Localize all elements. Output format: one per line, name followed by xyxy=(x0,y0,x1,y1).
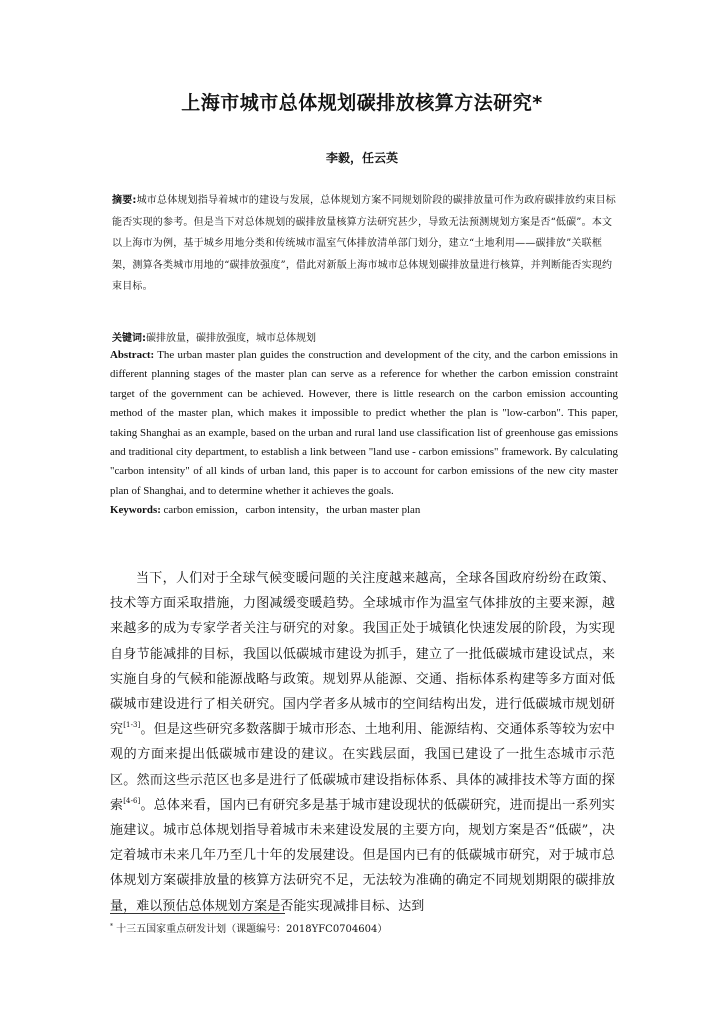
footnote xyxy=(110,920,615,937)
abstract-en-label: Abstract: xyxy=(110,349,155,361)
abstract-cn-label: 摘要: xyxy=(112,195,137,206)
keywords-cn-label: 关键词: xyxy=(112,333,146,344)
body-text-part1: 当下，人们对于全球气候变暖问题的关注度越来越高，全球各国政府纷纷在政策、技术等方面采取措施，力图减缓变暖趋势。全球城市作为温室气体排放的主要来源，越来越多的成为专家学者关注与研究的对象。我国正处于城镇化快速发展的阶段，为实现自身节能减排的目标，我国以低碳城市建设为抓手，建立了一批低碳城市建设试点，来实施自身的气候和能源战略与政策。规划界从能源、交通、指标体系构建等多方面对低碳城市建设进行了相关研究。国内学者多从城市的空间结构出发，进行低碳城市规划研究 xyxy=(110,571,615,738)
keywords-en-label: Keywords: xyxy=(110,504,161,516)
footnote-text: 十三五国家重点研发计划（课题编号：2018YFC0704604） xyxy=(113,924,388,935)
citation-2: [4-6] xyxy=(123,796,141,805)
body-paragraph xyxy=(110,566,615,919)
keywords-en xyxy=(110,501,618,520)
abstract-en-text: The urban master plan guides the construction and development of the city, and the carbon emissions in different planning stages of the master plan can serve as a reference for whether the carbon emission constraint target of the government can be achieved. However, there is little research on the carbon emission accounting method of the master plan, which makes it impossible to predict whether the plan is "low-carbon". This paper, taking Shanghai as an example, based on the urban and rural land use classification list of greenhouse gas emissions and traditional city department, to establish a link between "land use - carbon emissions" framework. By calculating "carbon intensity" of all kinds of urban land, this paper is to account for carbon emissions of the new city master plan of Shanghai, and to determine whether it achieves the goals. xyxy=(110,349,618,497)
abstract-cn xyxy=(112,190,616,298)
keywords-en-text: carbon emission，carbon intensity，the urban master plan xyxy=(160,504,421,516)
body-text-part3: 。总体来看，国内已有研究多是基于城市建设现状的低碳研究，进而提出一系列实施建议。城市总体规划指导着城市未来建设发展的主要方向，规划方案是否“低碳”，决定着城市未来几年乃至几十年的发展建设。但是国内已有的低碳城市研究，对于城市总体规划方案碳排放量的核算方法研究不足，无法较为准确的确定不同规划期限的碳排放量，难以预估总体规划方案是否能实现减排目标、达到 xyxy=(110,797,615,914)
paper-title: 上海市城市总体规划碳排放核算方法研究* xyxy=(181,92,543,114)
footnote-divider xyxy=(110,913,285,914)
abstract-en xyxy=(110,346,618,501)
body-text-part2: 。但是这些研究多数落脚于城市形态、土地利用、能源结构、交通体系等较为宏中观的方面来提出低碳城市建设的建议。在实践层面，我国已建设了一批生态城市示范区。然而这些示范区也多是进行了低碳城市建设指标体系、具体的减排技术等方面的探索 xyxy=(110,722,615,813)
abstract-cn-text: 城市总体规划指导着城市的建设与发展，总体规划方案不同规划阶段的碳排放量可作为政府碳排放约束目标能否实现的参考。但是当下对总体规划的碳排放量核算方法研究甚少，导致无法预测规划方案是否“低碳”。本文以上海市为例，基于城乡用地分类和传统城市温室气体排放清单部门划分，建立“土地利用——碳排放”关联框架，测算各类城市用地的“碳排放强度”，借此对新版上海市城市总体规划碳排放量进行核算，并判断能否实现约束目标。 xyxy=(112,195,617,292)
citation-1: [1-3] xyxy=(123,721,141,730)
footnote-mark: * xyxy=(110,923,113,930)
keywords-cn-text: 碳排放量，碳排放强度，城市总体规划 xyxy=(146,333,316,344)
paper-authors: 李毅，任云英 xyxy=(325,151,398,165)
